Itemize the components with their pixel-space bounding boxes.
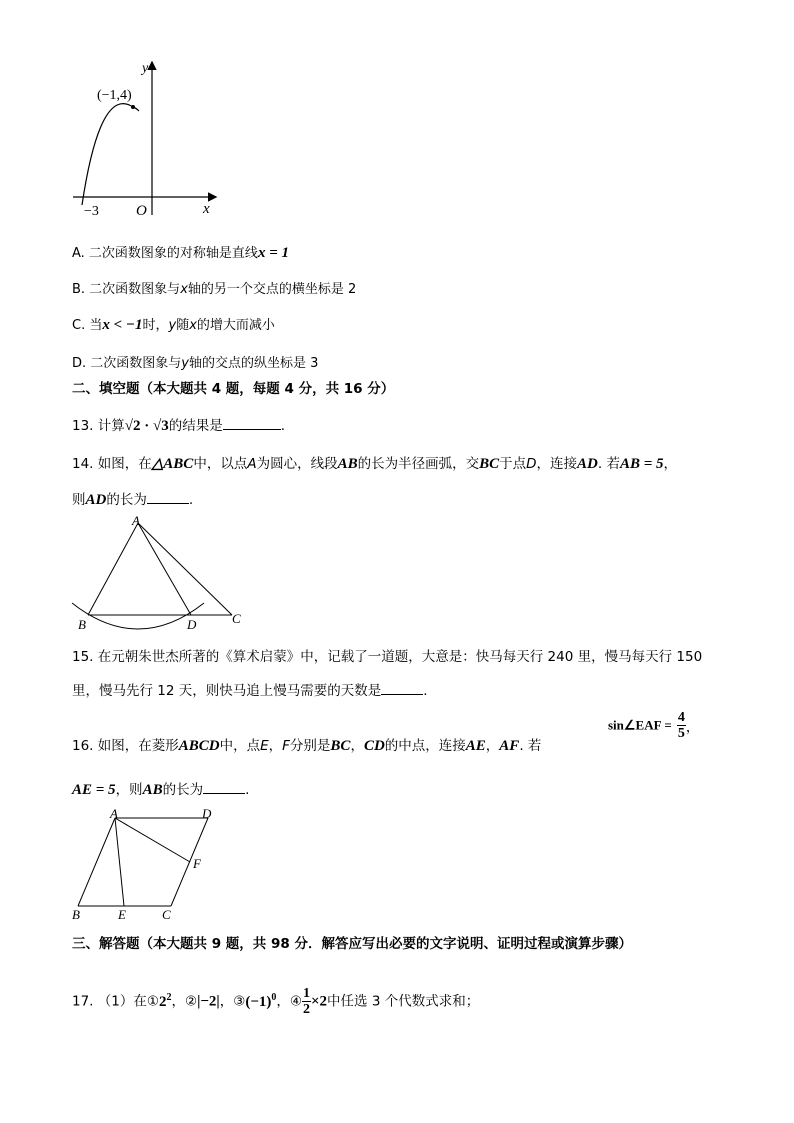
side-ab (78, 818, 115, 906)
answer-blank-13[interactable] (223, 417, 281, 430)
option-a: A. 二次函数图象的对称轴是直线x = 1 (72, 245, 289, 261)
point-b-label: B (78, 617, 86, 632)
answer-blank-16[interactable] (203, 781, 245, 794)
point-c-label: C (162, 907, 171, 922)
point-d-label: D (202, 806, 212, 821)
answer-blank-14[interactable] (147, 491, 189, 504)
point-c-label: C (232, 611, 241, 626)
option-b: B. 二次函数图象与x轴的另一个交点的横坐标是 2 (72, 282, 357, 297)
segment-ac (138, 523, 232, 615)
triangle-arc-figure (68, 515, 248, 633)
question-15-line1: 15. 在元朝朱世杰所著的《算术启蒙》中，记载了一道题，大意是：快马每天行 240 里，慢马每天行 150 (72, 649, 703, 665)
sin-eaf-expression: sin∠EAF = $\frac{4}{5}$ ， (608, 710, 700, 741)
option-d: D. 二次函数图象与y轴的交点的纵坐标是 3 (72, 356, 319, 371)
point-a-label: A (110, 806, 118, 821)
answer-blank-15[interactable] (381, 682, 423, 695)
question-13: 13. 计算√2 · √3的结果是 . (72, 418, 286, 434)
math-x-eq-1: x = 1 (257, 245, 289, 261)
point-b-label: B (72, 907, 80, 922)
question-17: 17. （1）在$①2^2$，②|−2|，$③(-1)^0$，④ $\frac{1}{2}$ ×2中任选 3 个代数式求和； (72, 986, 480, 1017)
segment-af (115, 818, 190, 862)
point-a-label: A (132, 515, 140, 528)
vertex-point (131, 105, 135, 109)
section3-title: 三、解答题（本大题共 9 题，共 98 分．解答应写出必要的文字说明、证明过程或演算步骤） (72, 936, 632, 952)
question-14-line1: 14. 如图，在△ABC中，以点A为圆心，线段AB的长为半径画弧，交BC于点D，连接AD. 若AB = 5， (72, 456, 678, 472)
neg3-label: −3 (84, 204, 99, 219)
section2-title: 二、填空题（本大题共 4 题，每题 4 分，共 16 分） (72, 381, 395, 397)
segment-ab (88, 523, 138, 615)
point-e-label: E (118, 907, 126, 922)
origin-label: O (136, 203, 147, 219)
question-14-line2: 则AD的长为 . (72, 492, 194, 508)
x-label: x (203, 201, 210, 217)
vertex-label: (−1,4) (97, 88, 132, 103)
segment-ad (138, 523, 191, 615)
fraction-1-2: $\frac{1}{2}$ (302, 986, 310, 1017)
parabola-curve (82, 104, 133, 205)
parabola-graph (65, 55, 225, 220)
question-16-line2: AE = 5，则AB的长为 . (72, 782, 250, 798)
arc (72, 603, 204, 629)
fraction-4-5: $\frac{4}{5}$ (677, 710, 685, 741)
point-d-label: D (187, 617, 197, 632)
segment-ae (115, 818, 124, 906)
question-15-line2: 里，慢马先行 12 天，则快马追上慢马需要的天数是 . (72, 683, 428, 699)
question-16-line1: 16. 如图，在菱形ABCD中，点E，F分别是BC，CD的中点，连接AE，AF. 若 (72, 738, 542, 754)
rhombus-figure (68, 806, 218, 924)
option-c: C. 当x < −1时，y随x的增大而减小 (72, 317, 275, 333)
point-f-label: F (193, 856, 201, 871)
y-label: y (142, 61, 149, 76)
